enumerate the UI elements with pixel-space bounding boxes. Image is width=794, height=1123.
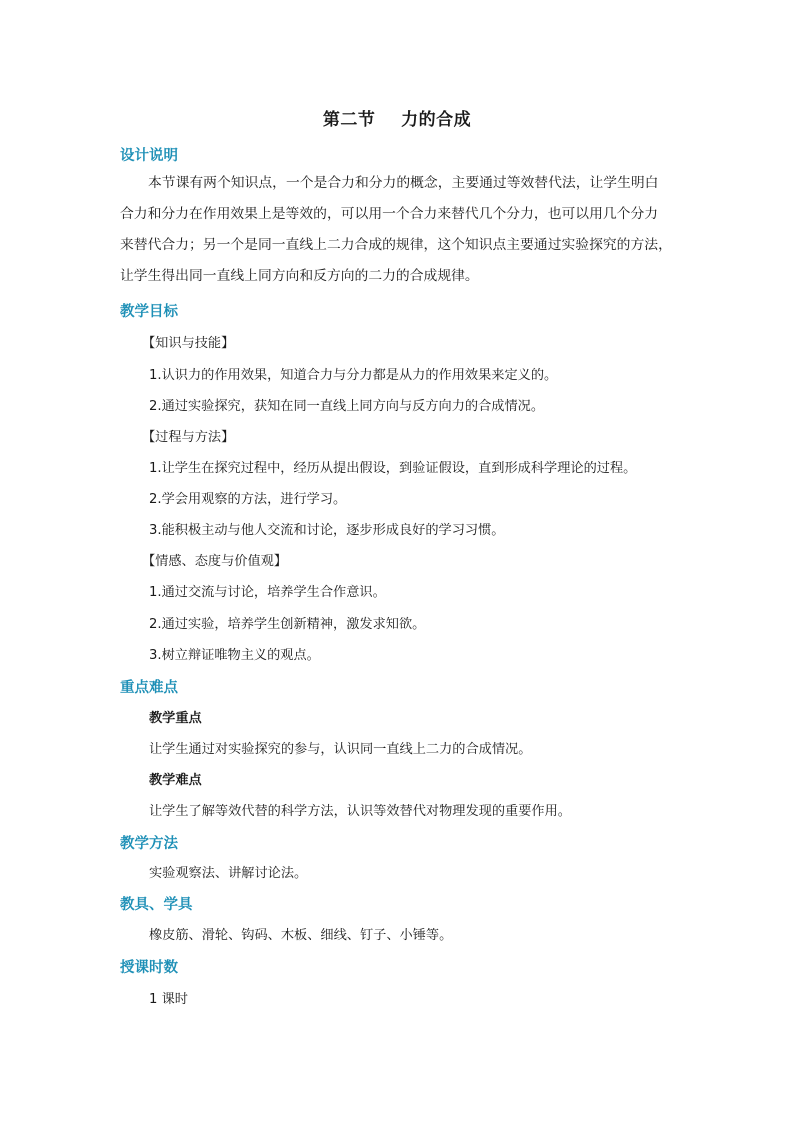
knowledge-label: 【知识与技能】 xyxy=(142,336,235,351)
process-item-3: 3.能积极主动与他人交流和讨论，逐步形成良好的学习习惯。 xyxy=(149,523,505,538)
emotion-item-3: 3.树立辩证唯物主义的观点。 xyxy=(149,648,320,663)
focus-label: 教学重点 xyxy=(149,711,202,726)
design-line-3: 来替代合力；另一个是同一直线上二力合成的规律，这个知识点主要通过实验探究的方法， xyxy=(120,237,672,253)
knowledge-item-1: 1.认识力的作用效果，知道合力与分力都是从力的作用效果来定义的。 xyxy=(149,368,558,383)
emotion-item-2: 2.通过实验，培养学生创新精神，激发求知欲。 xyxy=(149,617,426,632)
process-label: 【过程与方法】 xyxy=(142,430,235,445)
process-item-1: 1.让学生在探究过程中，经历从提出假设，到验证假设，直到形成科学理论的过程。 xyxy=(149,461,637,476)
page-title: 第二节 力的合成 xyxy=(322,110,472,130)
heading-tools: 教具、学具 xyxy=(120,897,193,913)
heading-key-points: 重点难点 xyxy=(120,680,178,696)
difficulty-label: 教学难点 xyxy=(149,773,202,788)
heading-methods: 教学方法 xyxy=(120,836,178,852)
design-line-2: 合力和分力在作用效果上是等效的，可以用一个合力来替代几个分力，也可以用几个分力 xyxy=(120,206,659,222)
document-page xyxy=(120,0,680,1123)
heading-goals: 教学目标 xyxy=(120,304,178,320)
hours-text: 1 课时 xyxy=(149,992,188,1007)
heading-hours: 授课时数 xyxy=(120,960,178,976)
design-line-1: 本节课有两个知识点，一个是合力和分力的概念，主要通过等效替代法，让学生明白 xyxy=(148,175,659,191)
design-line-4: 让学生得出同一直线上同方向和反方向的二力的合成规律。 xyxy=(120,268,479,284)
knowledge-item-2: 2.通过实验探究，获知在同一直线上同方向与反方向力的合成情况。 xyxy=(149,399,545,414)
heading-design: 设计说明 xyxy=(120,148,178,164)
focus-text: 让学生通过对实验探究的参与，认识同一直线上二力的合成情况。 xyxy=(149,742,532,757)
design-paragraph xyxy=(120,168,676,292)
tools-text: 橡皮筋、滑轮、钩码、木板、细线、钉子、小锤等。 xyxy=(149,928,453,943)
emotion-label: 【情感、态度与价值观】 xyxy=(142,554,288,569)
emotion-item-1: 1.通过交流与讨论，培养学生合作意识。 xyxy=(149,585,386,600)
difficulty-text: 让学生了解等效代替的科学方法，认识等效替代对物理发现的重要作用。 xyxy=(149,804,571,819)
methods-text: 实验观察法、讲解讨论法。 xyxy=(149,866,308,881)
process-item-2: 2.学会用观察的方法，进行学习。 xyxy=(149,492,347,507)
